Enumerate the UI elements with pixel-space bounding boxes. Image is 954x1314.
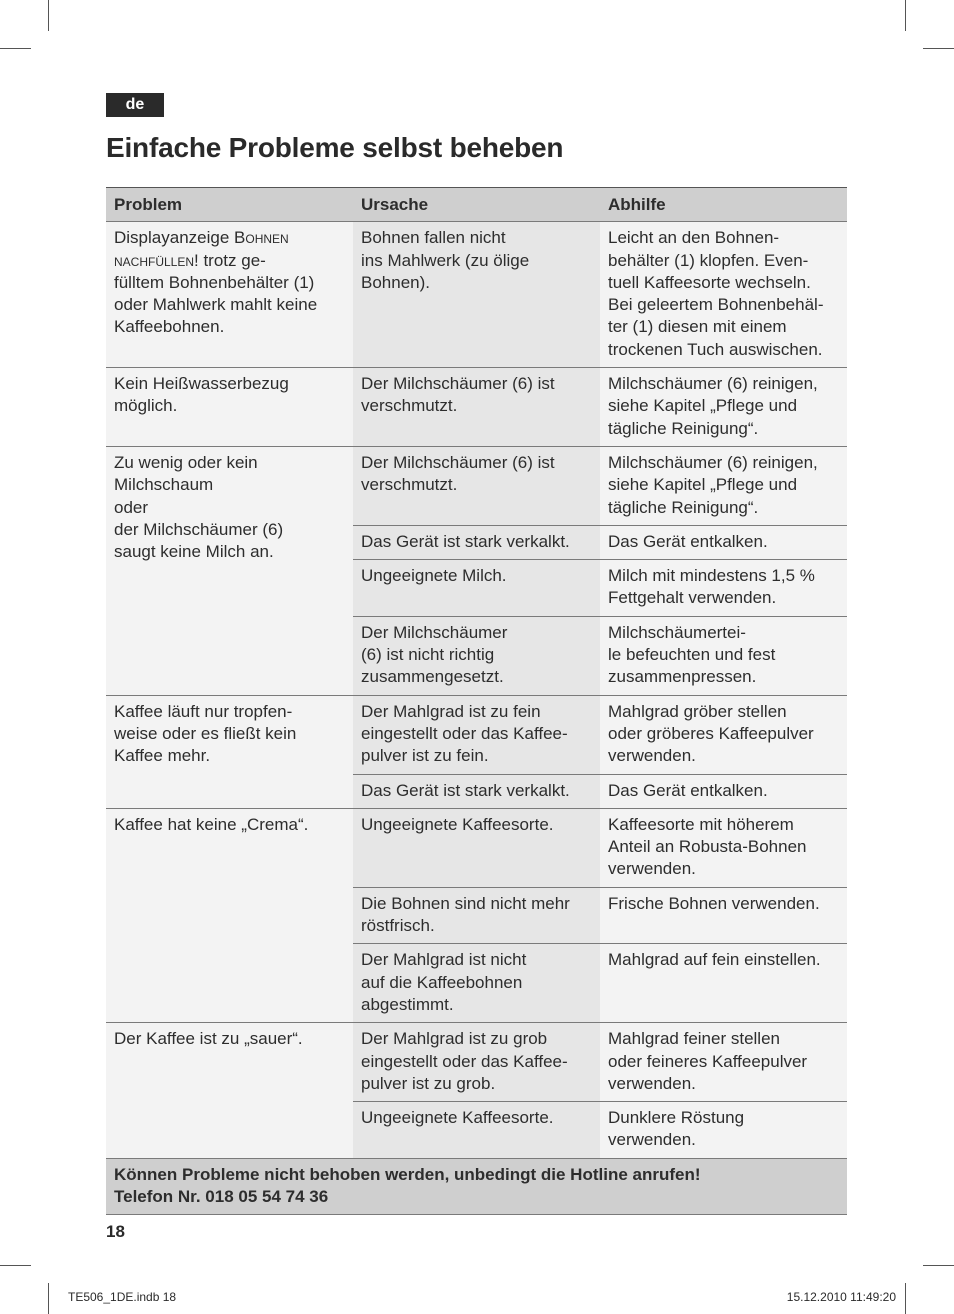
table-row	[106, 368, 847, 447]
problem-cell: Zu wenig oder kein Milchschaum oder der Milchschäumer (6) saugt keine Milch an.	[106, 446, 353, 695]
problem-cell: Kein Heißwasserbezug möglich.	[106, 368, 353, 447]
cause-cell: Der Milchschäumer (6) ist nicht richtig zusammengesetzt.	[353, 616, 600, 695]
crop-mark	[48, 1283, 49, 1314]
table-header-row	[106, 188, 847, 222]
cause-cell: Der Milchschäumer (6) ist verschmutzt.	[353, 446, 600, 525]
cause-cell: Der Mahlgrad ist nicht auf die Kaffeebohnen abgestimmt.	[353, 944, 600, 1023]
troubleshooting-table	[106, 187, 847, 1215]
table-row	[106, 808, 847, 887]
remedy-cell: Milchschäumer (6) reinigen, siehe Kapitel „Pflege und tägliche Reinigung“.	[600, 446, 847, 525]
cause-cell: Der Mahlgrad ist zu fein eingestellt oder das Kaffee- pulver ist zu fein.	[353, 695, 600, 774]
cause-cell: Bohnen fallen nicht ins Mahlwerk (zu ölige Bohnen).	[353, 222, 600, 368]
table-row	[106, 222, 847, 368]
remedy-cell: Dunklere Röstung verwenden.	[600, 1102, 847, 1159]
crop-mark	[48, 0, 49, 31]
crop-mark	[905, 0, 906, 31]
language-tab: de	[106, 93, 164, 117]
problem-cell: Kaffee läuft nur tropfen- weise oder es fließt kein Kaffee mehr.	[106, 695, 353, 808]
remedy-cell: Das Gerät entkalken.	[600, 774, 847, 808]
remedy-cell: Mahlgrad gröber stellen oder gröberes Kaffeepulver verwenden.	[600, 695, 847, 774]
table-row	[106, 695, 847, 774]
page-title: Einfache Probleme selbst beheben	[106, 132, 564, 163]
cause-cell: Das Gerät ist stark verkalkt.	[353, 525, 600, 559]
cause-cell: Das Gerät ist stark verkalkt.	[353, 774, 600, 808]
problem-cell: Displayanzeige Bohnen nachfüllen! trotz ge- fülltem Bohnenbehälter (1) oder Mahlwerk mahlt keine Kaffeebohnen.	[106, 222, 353, 368]
cause-cell: Ungeeignete Kaffeesorte.	[353, 1102, 600, 1159]
cause-cell: Der Mahlgrad ist zu grob eingestellt oder das Kaffee- pulver ist zu grob.	[353, 1023, 600, 1102]
crop-mark	[0, 48, 31, 49]
remedy-cell: Mahlgrad auf fein einstellen.	[600, 944, 847, 1023]
table-row	[106, 1023, 847, 1102]
cause-cell: Der Milchschäumer (6) ist verschmutzt.	[353, 368, 600, 447]
cause-cell: Ungeeignete Milch.	[353, 560, 600, 617]
crop-mark	[923, 1265, 954, 1266]
header-cause: Ursache	[353, 188, 600, 222]
problem-cell: Der Kaffee ist zu „sauer“.	[106, 1023, 353, 1158]
page-number: 18	[106, 1222, 125, 1241]
print-slug-date: 15.12.2010 11:49:20	[786, 1290, 896, 1304]
remedy-cell: Milchschäumer (6) reinigen, siehe Kapitel „Pflege und tägliche Reinigung“.	[600, 368, 847, 447]
problem-cell: Kaffee hat keine „Crema“.	[106, 808, 353, 1022]
crop-mark	[0, 1265, 31, 1266]
header-problem: Problem	[106, 188, 353, 222]
cause-cell: Ungeeignete Kaffeesorte.	[353, 808, 600, 887]
table-row	[106, 446, 847, 525]
remedy-cell: Milch mit mindestens 1,5 % Fettgehalt verwenden.	[600, 560, 847, 617]
hotline-notice: Können Probleme nicht behoben werden, unbedingt die Hotline anrufen! Telefon Nr. 018 05 54 74 36	[106, 1158, 847, 1215]
remedy-cell: Kaffeesorte mit höherem Anteil an Robusta-Bohnen verwenden.	[600, 808, 847, 887]
remedy-cell: Leicht an den Bohnen- behälter (1) klopfen. Even- tuell Kaffeesorte wechseln. Bei geleertem Bohnenbehäl- ter (1) diesen mit einem trockenen Tuch auswischen.	[600, 222, 847, 368]
header-remedy: Abhilfe	[600, 188, 847, 222]
remedy-cell: Frische Bohnen verwenden.	[600, 887, 847, 944]
remedy-cell: Das Gerät entkalken.	[600, 525, 847, 559]
remedy-cell: Mahlgrad feiner stellen oder feineres Kaffeepulver verwenden.	[600, 1023, 847, 1102]
crop-mark	[905, 1283, 906, 1314]
print-slug-file: TE506_1DE.indb 18	[68, 1290, 177, 1304]
crop-mark	[923, 48, 954, 49]
hotline-notice-row	[106, 1158, 847, 1215]
remedy-cell: Milchschäumertei- le befeuchten und fest zusammenpressen.	[600, 616, 847, 695]
cause-cell: Die Bohnen sind nicht mehr röstfrisch.	[353, 887, 600, 944]
